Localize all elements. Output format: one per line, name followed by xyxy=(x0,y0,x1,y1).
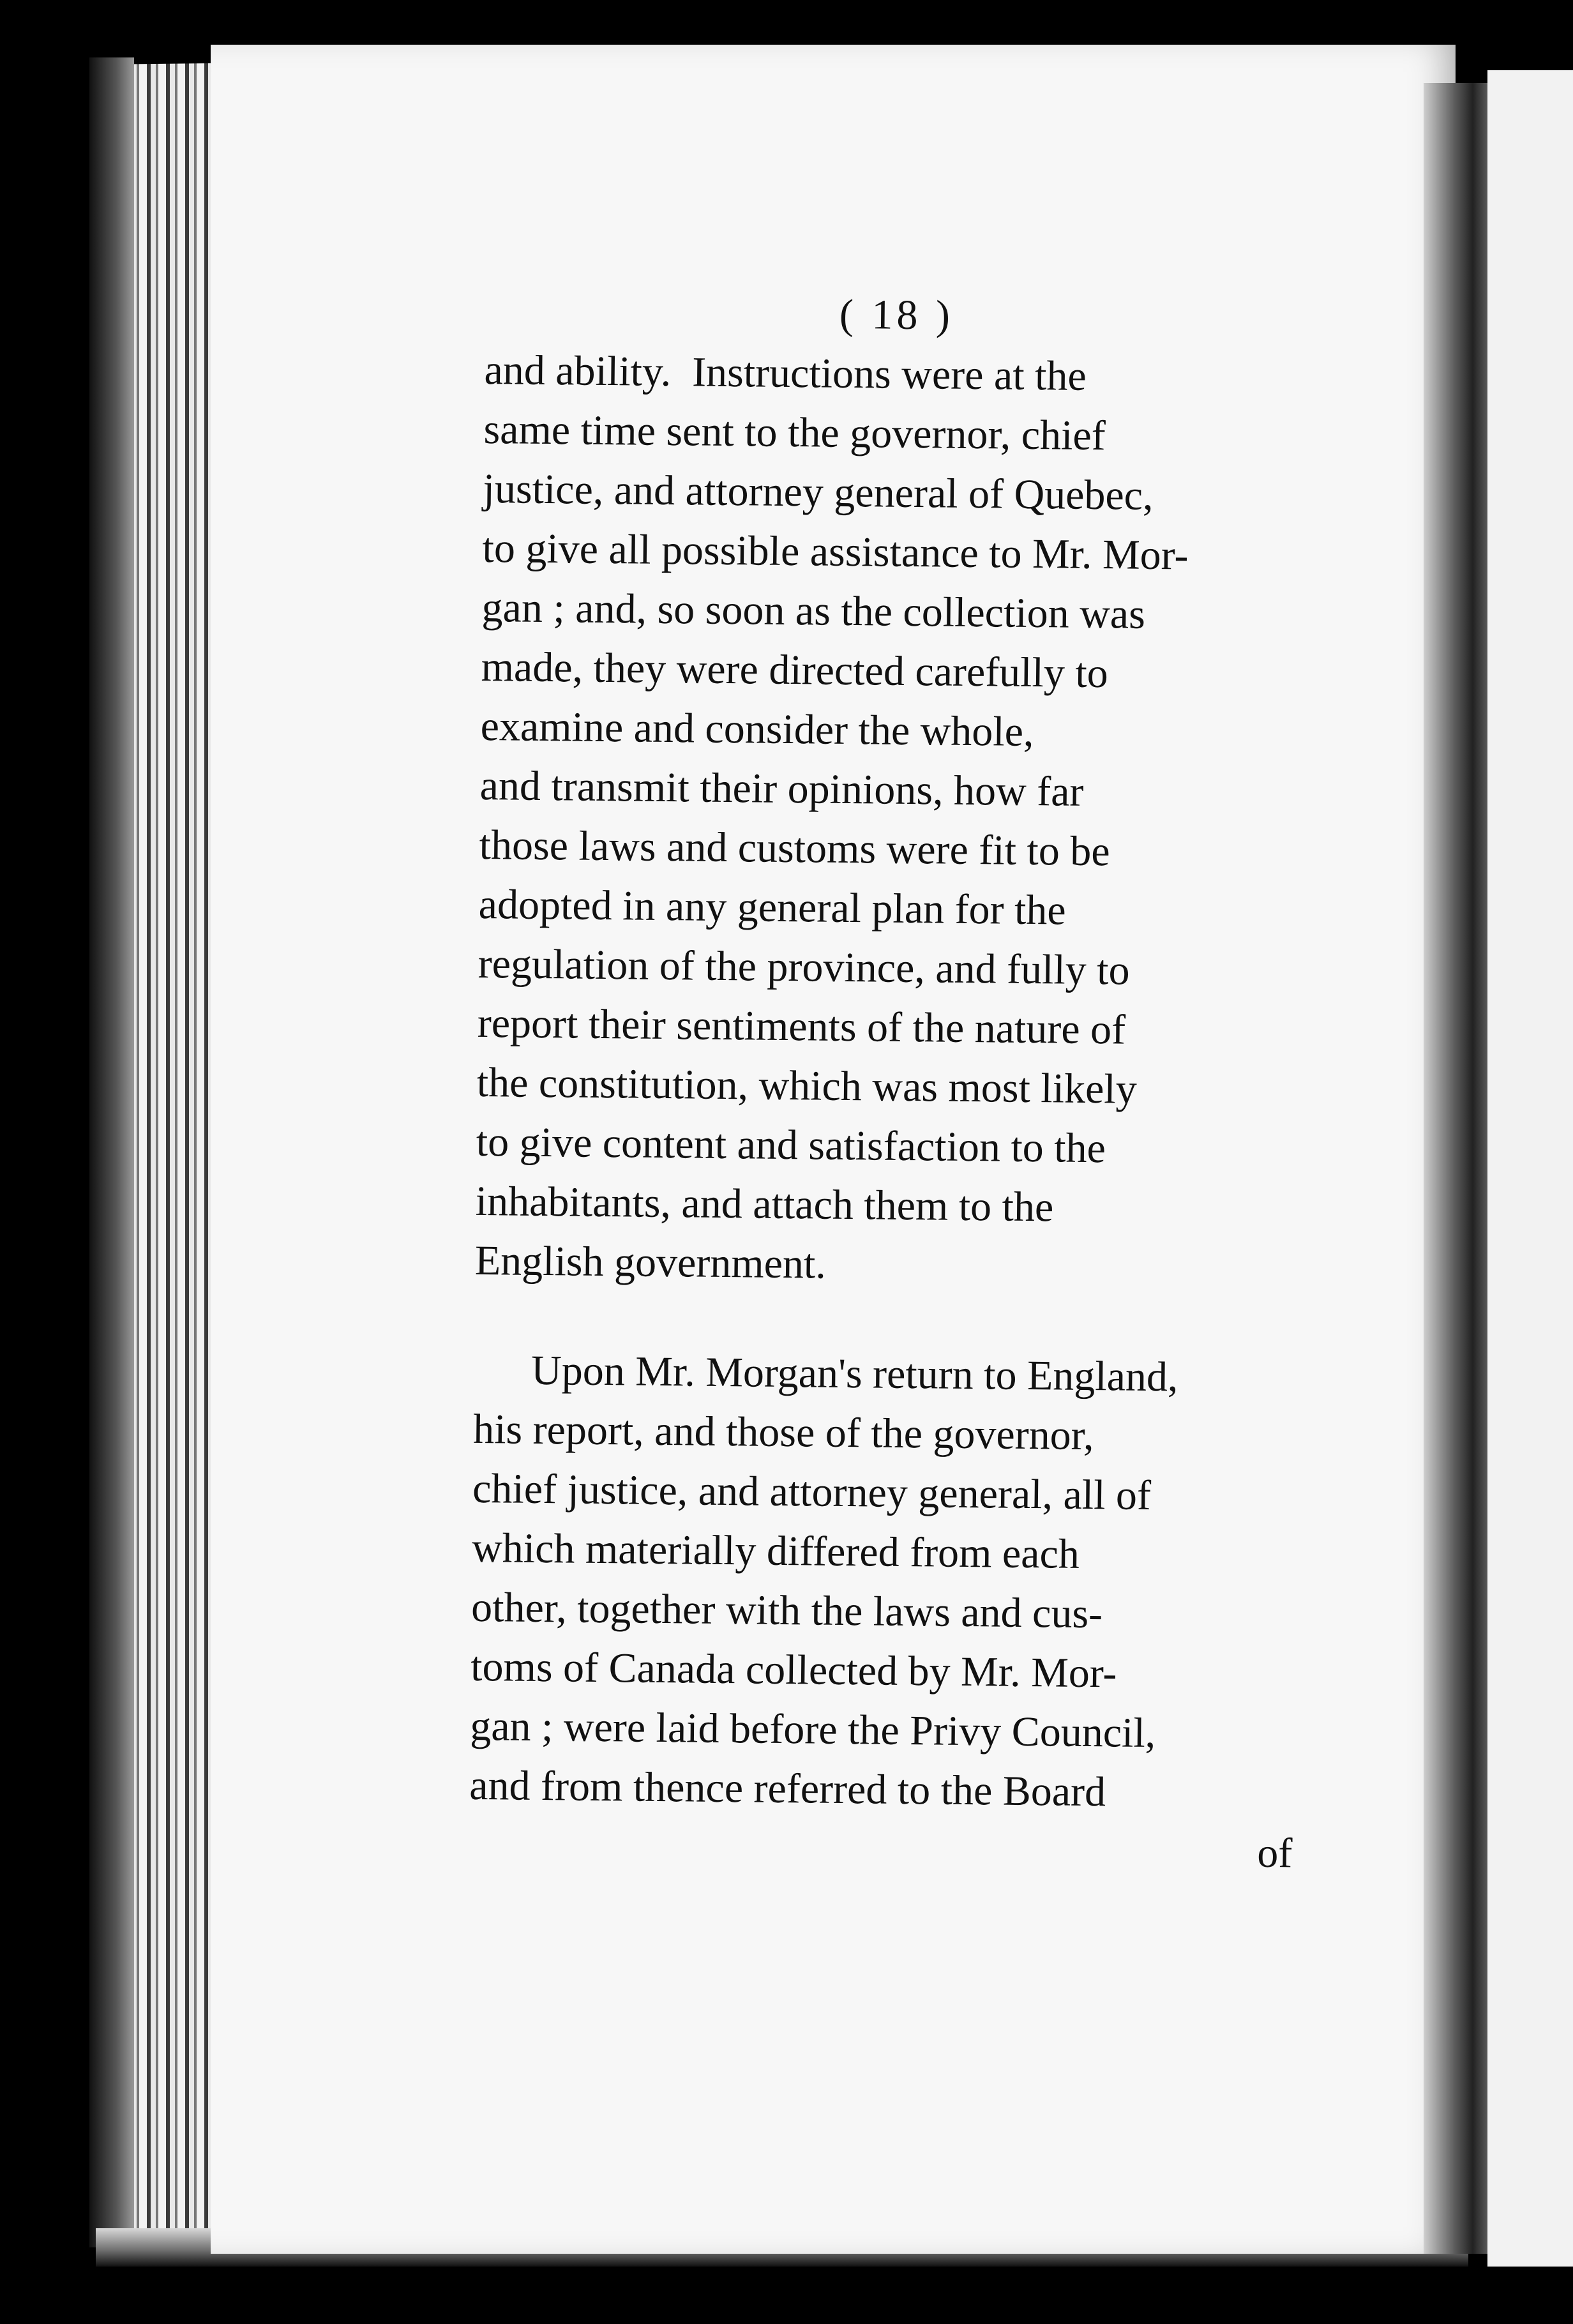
text-line: and transmit their opinions, how far xyxy=(479,762,1084,815)
text-line: report their sentiments of the nature of xyxy=(477,999,1126,1053)
text-line: his report, and those of the governor, xyxy=(472,1405,1094,1460)
paragraph-gap xyxy=(474,1290,1298,1349)
text-line: same time sent to the governor, chief xyxy=(483,405,1106,460)
text-line: which materially differed from each xyxy=(471,1524,1080,1578)
text-line: examine and consider the whole, xyxy=(480,702,1034,756)
binding-shadow xyxy=(89,57,134,2247)
text-line: Upon Mr. Morgan's return to England, xyxy=(531,1347,1178,1401)
catchword: of xyxy=(1256,1829,1293,1877)
page-text xyxy=(469,281,1309,1883)
text-line: the constitution, which was most likely xyxy=(476,1059,1138,1113)
paragraph-1 xyxy=(474,340,1308,1299)
page-number: ( 18 ) xyxy=(839,290,954,339)
gutter-shadow xyxy=(1424,83,1494,2254)
text-line: justice, and attorney general of Quebec, xyxy=(483,465,1154,519)
text-line: other, together with the laws and cus- xyxy=(470,1583,1103,1638)
text-line: gan ; and, so soon as the collection was xyxy=(481,584,1146,638)
text-line: regulation of the province, and fully to xyxy=(478,940,1131,994)
text-line: inhabitants, and attach them to the xyxy=(475,1177,1054,1231)
text-line: toms of Canada collected by Mr. Mor- xyxy=(470,1643,1117,1697)
text-line: gan ; were laid before the Privy Council, xyxy=(469,1702,1156,1757)
facing-page-edge xyxy=(1487,70,1573,2267)
text-line: made, they were directed carefully to xyxy=(481,643,1109,697)
text-line: chief justice, and attorney general, all of xyxy=(472,1465,1152,1520)
text-line: to give content and satisfaction to the xyxy=(476,1118,1106,1172)
paragraph-2 xyxy=(469,1340,1298,1823)
text-line: and from thence referred to the Board xyxy=(469,1762,1106,1816)
text-line: and ability. Instructions were at the xyxy=(484,346,1087,400)
text-line: those laws and customs were fit to be xyxy=(479,821,1111,875)
text-line: to give all possible assistance to Mr. Mor- xyxy=(482,524,1189,579)
text-line: adopted in any general plan for the xyxy=(478,880,1067,934)
text-line: English government. xyxy=(474,1237,827,1288)
